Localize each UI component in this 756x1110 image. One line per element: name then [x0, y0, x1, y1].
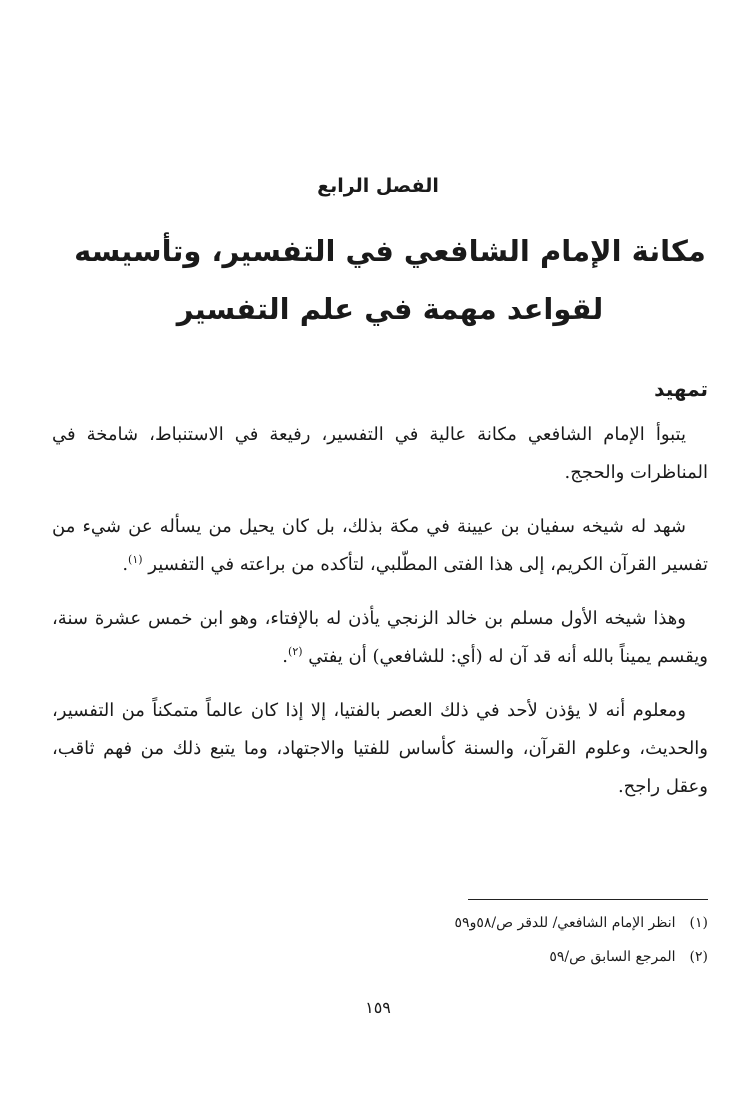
chapter-title: مكانة الإمام الشافعي في التفسير، وتأسيسه لقواعد مهمة في علم التفسير — [74, 234, 706, 326]
footnote-ref-2[interactable]: (٢) — [288, 645, 303, 658]
paragraph-text: شهد له شيخه سفيان بن عيينة في مكة بذلك، بل كان يحيل من يسأله عن شيء من تفسير القرآن الكريم، إلى هذا الفتى المطّلبي، لتأكده من براعته في التفسير — [52, 516, 708, 575]
page-number: ١٥٩ — [365, 998, 391, 1017]
section-heading: تمهيد — [654, 377, 708, 401]
paragraph-text: يتبوأ الإمام الشافعي مكانة عالية في التفسير، رفيعة في الاستنباط، شامخة في المناظرات والحجج. — [52, 424, 708, 483]
body-text — [52, 416, 708, 822]
footnote-1 — [48, 906, 708, 940]
chapter-label: الفصل الرابع — [317, 175, 439, 197]
paragraph-tail: . — [122, 554, 129, 575]
footnote-text: انظر الإمام الشافعي/ للدقر ص/٥٨و٥٩ — [454, 915, 676, 931]
footnote-text: المرجع السابق ص/٥٩ — [549, 949, 676, 965]
footnote-number: (٢) — [689, 949, 708, 965]
footnotes — [48, 906, 708, 974]
paragraph-text: ومعلوم أنه لا يؤذن لأحد في ذلك العصر بالفتيا، إلا إذا كان عالماً متمكناً من التفسير، والحديث، وعلوم القرآن، والسنة كأساس للفتيا والاجتهاد، وما يتبع ذلك من فهم ثاقب، وعقل راجح. — [52, 700, 708, 797]
paragraph-4 — [52, 692, 708, 806]
paragraph-text: وهذا شيخه الأول مسلم بن خالد الزنجي يأذن له بالإفتاء، وهو ابن خمس عشرة سنة، ويقسم يميناً بالله أنه قد آن له (أي: للشافعي) أن يفتي — [52, 608, 708, 667]
footnote-number: (١) — [689, 915, 708, 931]
paragraph-2 — [52, 508, 708, 584]
footnote-divider — [468, 899, 708, 900]
footnote-2 — [48, 940, 708, 974]
paragraph-3 — [52, 600, 708, 676]
footnote-ref-1[interactable]: (١) — [128, 553, 143, 566]
paragraph-1 — [52, 416, 708, 492]
paragraph-tail: . — [282, 646, 289, 667]
